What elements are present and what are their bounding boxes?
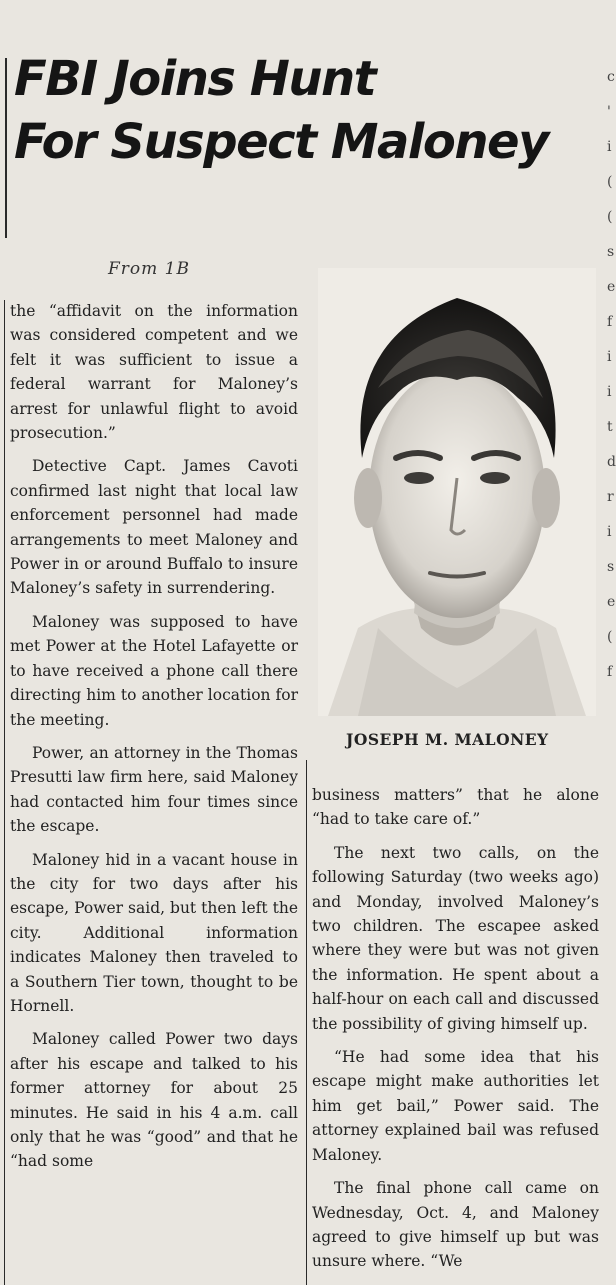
- paragraph: Maloney was supposed to have met Power at the Hotel Lafayette or to have received a phone call there directing him to another location for the meeting.: [10, 612, 298, 729]
- adjacent-column-fragment: c ' i ( ( s e f i i t d r i s e ( f: [607, 69, 616, 680]
- paragraph: Maloney called Power two days after his escape and talked to his former attorney for about 25 minutes. He said in his 4 a.m. call only that he was “good” and that he “had some: [10, 1030, 298, 1171]
- column-left-rule: [4, 300, 5, 1285]
- paragraph: The next two calls, on the following Saturday (two weeks ago) and Monday, involved Maloney’s two children. The escapee asked where they were but was not given the information. He spent about a half-hour on each call and discussed the possibility of giving himself up.: [312, 843, 599, 1033]
- portrait-illustration: [318, 268, 596, 716]
- headline: [14, 48, 610, 174]
- paragraph: Maloney hid in a vacant house in the city for two days after his escape, Power said, but then left the city. Additional information indicates Maloney then traveled to a Southern Tier town, thought to be Hornell.: [10, 850, 298, 1015]
- paragraph: Detective Capt. James Cavoti confirmed last night that local law enforcement personnel had made arrangements to meet Maloney and Power in or around Buffalo to insure Maloney’s safety in surrendering.: [10, 457, 298, 598]
- headline-line-2: For Suspect Maloney: [14, 114, 548, 170]
- headline-left-rule: [5, 58, 7, 238]
- paragraph: Power, an attorney in the Thomas Presutti law firm here, said Maloney had contacted him four times since the escape.: [10, 743, 298, 836]
- paragraph: the “affidavit on the information was considered competent and we felt it was sufficient to issue a federal warrant for Maloney’s arrest for unlawful flight to avoid prosecution.”: [10, 302, 298, 443]
- article-right-column: [312, 783, 599, 1283]
- jump-line: From 1B: [108, 259, 190, 279]
- headline-line-1: FBI Joins Hunt: [14, 51, 376, 107]
- paragraph: “He had some idea that his escape might make authorities let him get bail,” Power said. The attorney explained bail was refused Maloney.: [312, 1048, 599, 1164]
- photo-caption: JOSEPH M. MALONEY: [346, 730, 549, 749]
- paragraph: The final phone call came on Wednesday, Oct. 4, and Maloney agreed to give himself up but was unsure where. “We: [312, 1179, 599, 1271]
- article-left-column: [10, 299, 298, 1183]
- column-divider-rule: [306, 760, 307, 1285]
- paragraph: business matters” that he alone “had to take care of.”: [312, 786, 599, 829]
- portrait-photo: [318, 268, 596, 716]
